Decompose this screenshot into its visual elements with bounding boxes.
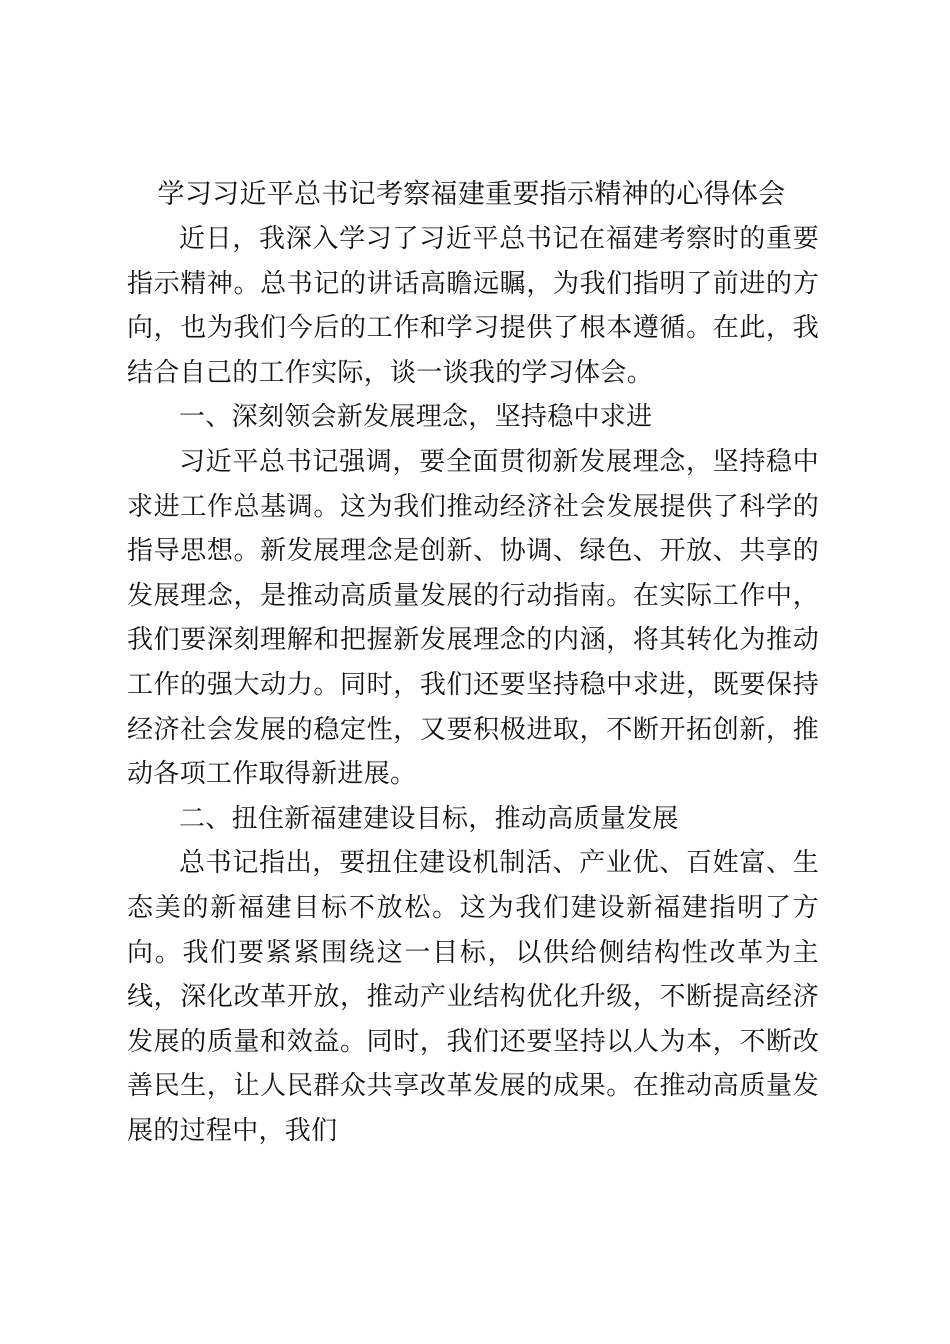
document-content [127,172,819,1153]
section-heading-1: 一、深刻领会新发展理念，坚持稳中求进 [179,402,653,433]
document-title: 学习习近平总书记考察福建重要指示精神的心得体会 [157,179,786,210]
section-body-1: 习近平总书记强调，要全面贯彻新发展理念，坚持稳中求进工作总基调。这为我们推动经济社会发展提供了科学的指导思想。新发展理念是创新、协调、绿色、开放、共享的发展理念，是推动高质量发展的行动指南。在实际工作中，我们要深刻理解和把握新发展理念的内涵，将其转化为推动工作的强大动力。同时，我们还要坚持稳中求进，既要保持经济社会发展的稳定性，又要积极进取，不断开拓创新，推动各项工作取得新进展。 [127,446,819,790]
section-heading-2: 二、扭住新福建建设目标，推动高质量发展 [179,803,679,834]
intro-paragraph: 近日，我深入学习了习近平总书记在福建考察时的重要指示精神。总书记的讲话高瞻远瞩，为我们指明了前进的方向，也为我们今后的工作和学习提供了根本遵循。在此，我结合自己的工作实际，谈一谈我的学习体会。 [127,224,819,388]
section-body-2: 总书记指出，要扭住建设机制活、产业优、百姓富、生态美的新福建目标不放松。这为我们建设新福建指明了方向。我们要紧紧围绕这一目标，以供给侧结构性改革为主线，深化改革开放，推动产业结构优化升级，不断提高经济发展的质量和效益。同时，我们还要坚持以人为本，不断改善民生，让人民群众共享改革发展的成果。在推动高质量发展的过程中，我们 [127,848,819,1146]
